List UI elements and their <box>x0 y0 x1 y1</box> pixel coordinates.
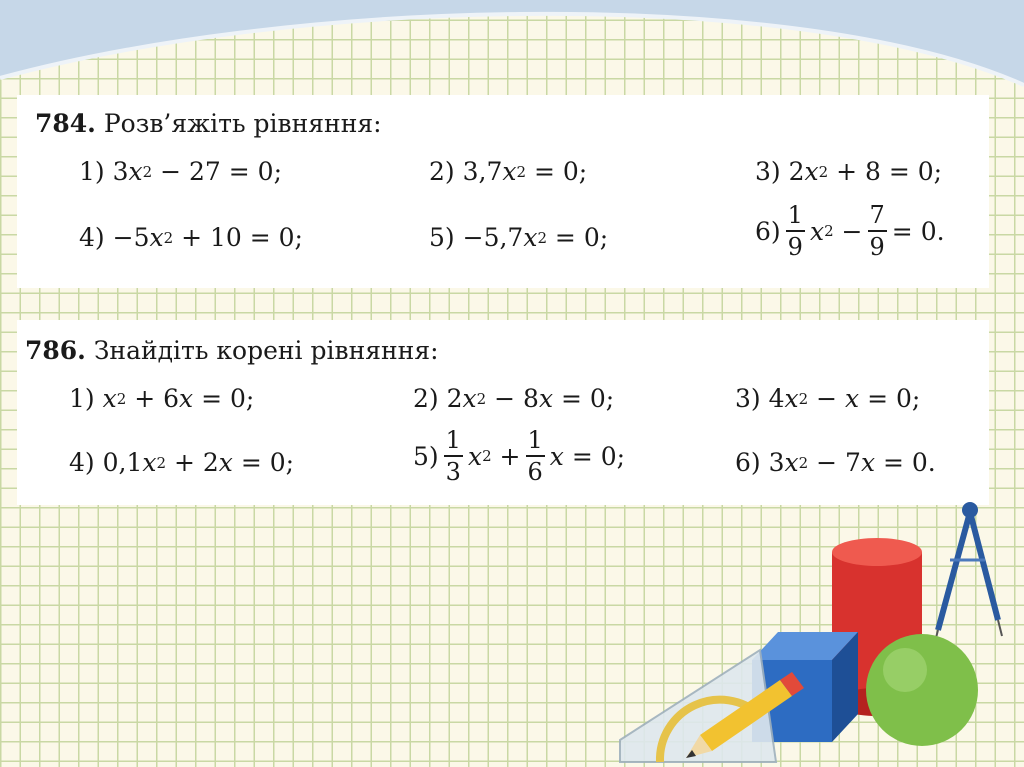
equation-784-3: 3) 2 x 2 + 8 = 0; <box>755 157 943 186</box>
equation-784-2: 2) 3,7 x 2 = 0; <box>429 157 588 186</box>
problem-786-heading <box>25 336 439 365</box>
equation-786-5: 5) $\frac{1}{3}$ x 2 + $\frac{1}{6}$ x = 0; <box>413 426 626 486</box>
equation-786-1: 1) x 2 + 6 x = 0; <box>69 384 255 413</box>
fraction-one-ninth: $\frac{1}{9}$ <box>787 201 803 261</box>
compass-icon <box>934 502 1002 646</box>
fraction-seven-ninths: $\frac{7}{9}$ <box>869 201 885 261</box>
equation-784-6: 6) $\frac{1}{9}$ x 2 − $\frac{7}{9}$ = 0. <box>755 201 945 261</box>
geometry-decoration <box>600 500 1024 767</box>
problem-number: 786. <box>25 336 86 365</box>
problem-instruction: Розв’яжіть рівняння: <box>95 109 382 138</box>
equation-784-4: 4) −5 x 2 + 10 = 0; <box>79 223 303 252</box>
equation-784-1: 1) 3 x 2 − 27 = 0; <box>79 157 283 186</box>
top-wave-decoration <box>0 0 1024 100</box>
problem-instruction: Знайдіть корені рівняння: <box>85 336 439 365</box>
equation-784-5: 5) −5,7 x 2 = 0; <box>429 223 609 252</box>
equation-786-3: 3) 4 x 2 − x = 0; <box>735 384 921 413</box>
equation-786-2: 2) 2 x 2 − 8 x = 0; <box>413 384 615 413</box>
fraction-one-sixth: $\frac{1}{6}$ <box>527 426 543 486</box>
problem-number: 784. <box>35 109 96 138</box>
equation-786-4: 4) 0,1 x 2 + 2 x = 0; <box>69 448 295 477</box>
problem-784-panel <box>17 95 989 288</box>
problem-784-heading <box>35 109 382 138</box>
sphere-icon <box>866 634 978 746</box>
fraction-one-third: $\frac{1}{3}$ <box>445 426 461 486</box>
problem-786-panel <box>17 320 989 505</box>
equation-786-6: 6) 3 x 2 − 7 x = 0. <box>735 448 936 477</box>
